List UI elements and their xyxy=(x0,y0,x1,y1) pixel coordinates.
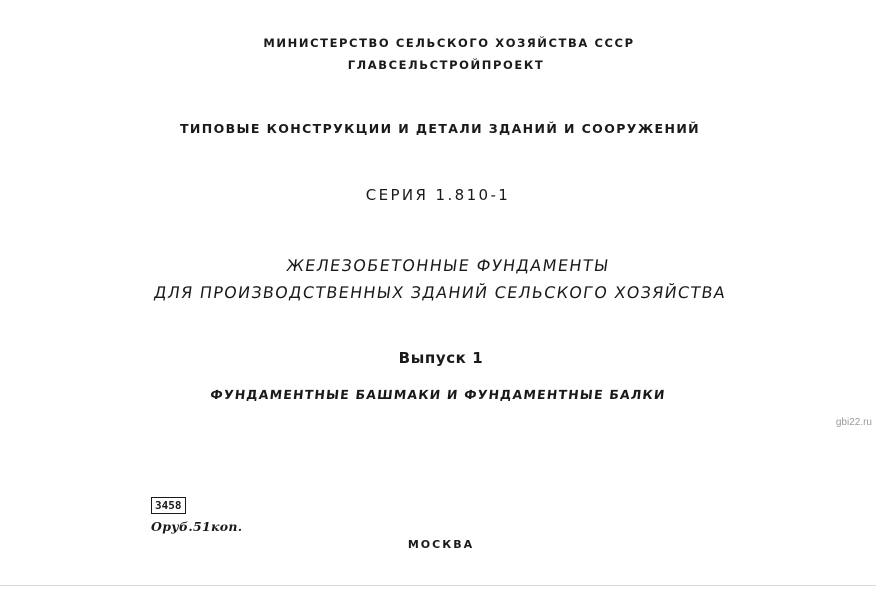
issue-subtitle: ФУНДАМЕНТНЫЕ БАШМАКИ И ФУНДАМЕНТНЫЕ БАЛКИ xyxy=(209,387,667,402)
stamp-code-box: 3458 xyxy=(151,497,186,514)
issue-number: Выпуск 1 xyxy=(398,349,484,367)
watermark-text: gbi22.ru xyxy=(835,417,872,428)
organization-heading: ГЛАВСЕЛЬСТРОЙПРОЕКТ xyxy=(347,58,545,72)
page-bottom-divider xyxy=(0,585,876,586)
collection-heading: ТИПОВЫЕ КОНСТРУКЦИИ И ДЕТАЛИ ЗДАНИЙ И СООРУЖЕНИЙ xyxy=(179,121,701,136)
publication-city: МОСКВА xyxy=(407,538,475,551)
series-number: СЕРИЯ 1.810-1 xyxy=(365,186,511,204)
price-note: Оруб.51коп. xyxy=(151,519,243,534)
document-title-line-2: ДЛЯ ПРОИЗВОДСТВЕННЫХ ЗДАНИЙ СЕЛЬСКОГО ХОЗЯЙСТВА xyxy=(152,283,728,302)
document-title-line-1: ЖЕЛЕЗОБЕТОННЫЕ ФУНДАМЕНТЫ xyxy=(285,256,611,275)
ministry-heading: МИНИСТЕРСТВО СЕЛЬСКОГО ХОЗЯЙСТВА СССР xyxy=(263,36,635,50)
